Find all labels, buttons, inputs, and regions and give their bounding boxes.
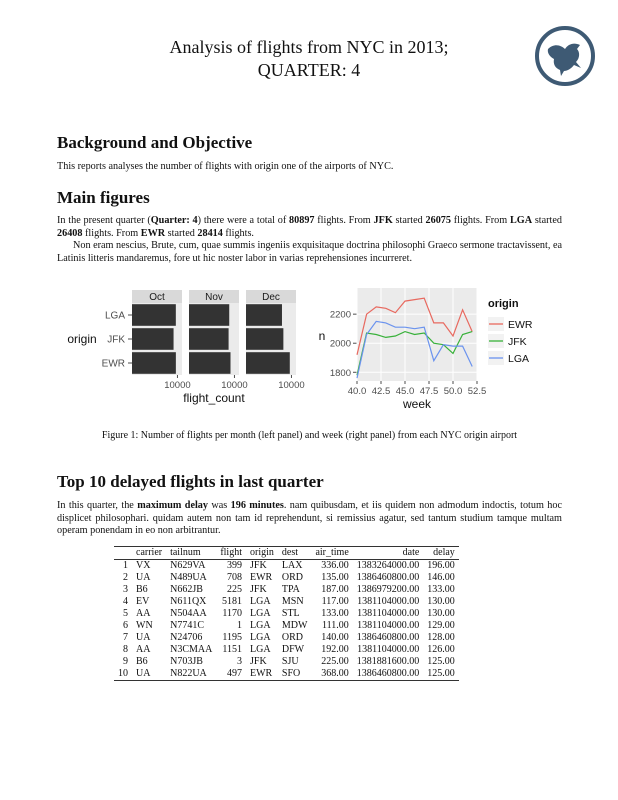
- lorem-paragraph: Non eram nescius, Brute, cum, quae summis ingeniis exquisitaque doctrina philosophi Graeco sermone tractavissent, ea Latinis litteris mandaremus, fore ut hic noster labor in varias reprehensiones incurreret.: [57, 240, 562, 264]
- x-tick-label: 10000: [221, 380, 248, 391]
- lga-label: LGA: [509, 215, 533, 226]
- table-cell: 1170: [222, 608, 242, 619]
- jfk-label: JFK: [373, 215, 393, 226]
- y-tick-label: 2200: [329, 309, 351, 321]
- background-heading: Background and Objective: [57, 133, 253, 152]
- title-line-1: Analysis of flights from NYC in 2013;: [169, 37, 449, 57]
- table-cell: 9: [123, 656, 128, 667]
- table-row: [114, 560, 459, 573]
- table-row: [114, 668, 459, 681]
- facet-label: Nov: [205, 292, 223, 303]
- table-cell: ORD: [281, 632, 304, 643]
- background-paragraph: This reports analyses the number of flights with origin one of the airports of NYC.: [57, 161, 394, 172]
- x-tick-label: 42.5: [371, 386, 391, 397]
- table-cell: EWR: [250, 572, 273, 583]
- table-cell: 8: [123, 644, 128, 655]
- column-header: dest: [278, 547, 312, 560]
- bar: [132, 352, 176, 374]
- table-cell: 111.00: [322, 620, 349, 631]
- main-figures-heading: Main figures: [57, 188, 150, 207]
- table-cell: 225.00: [321, 656, 349, 667]
- table-row: [114, 656, 459, 668]
- lga-count: 26408: [57, 227, 83, 239]
- column-header: flight: [216, 547, 246, 560]
- table-cell: 125.00: [427, 656, 455, 667]
- summary-paragraph: In the present quarter (Quarter: 4) there were a total of 80897 flights. From JFK started 26075 flights. From LGA started 26408 flights. From EWR started 28414 flights.: [57, 215, 563, 239]
- delayed-text: [57, 500, 562, 538]
- table-cell: 2: [123, 572, 128, 583]
- y-tick-label: 2000: [329, 338, 351, 350]
- column-header: tailnum: [166, 547, 216, 560]
- table-cell: VX: [136, 560, 151, 571]
- facet-label: Dec: [262, 292, 280, 303]
- table-cell: N822UA: [166, 668, 216, 681]
- table-cell: 1381881600.00: [356, 656, 420, 667]
- table-cell: LGA: [250, 596, 271, 607]
- table-cell: 135.00: [321, 572, 349, 583]
- title-line-2: QUARTER: 4: [257, 60, 361, 80]
- table-cell: N629VA: [170, 560, 206, 571]
- figure-caption: Figure 1: Number of flights per month (left panel) and week (right panel) from each NYC origin airport: [101, 430, 518, 441]
- table-cell: 1386979200.00: [356, 584, 420, 595]
- x-tick-label: 47.5: [419, 386, 439, 397]
- table-cell: 117.00: [321, 596, 349, 607]
- table-cell: 1381104000.00: [357, 608, 420, 619]
- table-cell: 225: [227, 584, 242, 595]
- x-axis-title: week: [402, 397, 432, 411]
- table-cell: LGA: [250, 644, 271, 655]
- bar: [132, 328, 174, 350]
- table-cell: UA: [136, 632, 151, 643]
- table-cell: N24706: [170, 632, 203, 643]
- table-cell: 128.00: [427, 632, 455, 643]
- table-cell: 1381104000.00: [357, 596, 420, 607]
- table-cell: JFK: [250, 656, 267, 667]
- table-cell: 1: [123, 560, 128, 571]
- column-header: date: [353, 547, 424, 560]
- table-cell: SJU: [281, 656, 299, 667]
- column-header: origin: [246, 547, 278, 560]
- table-cell: TPA: [281, 584, 300, 595]
- table-cell: 1383264000.00: [356, 560, 420, 571]
- table-cell: 192.00: [321, 644, 349, 655]
- bar: [189, 328, 229, 350]
- table-cell: STL: [281, 608, 300, 619]
- table-cell: UA: [136, 572, 151, 583]
- legend-label: JFK: [508, 336, 527, 348]
- y-tick-label: LGA: [104, 310, 125, 322]
- bar: [132, 304, 176, 326]
- table-cell: N504AA: [170, 608, 207, 619]
- legend-label: LGA: [508, 353, 530, 365]
- table-cell: 708: [227, 572, 242, 583]
- table-cell: WN: [136, 620, 153, 631]
- table-cell: UA: [132, 668, 166, 681]
- table-body: [114, 560, 459, 681]
- bar: [189, 352, 231, 374]
- table-cell: 3: [123, 584, 128, 595]
- x-tick-label: 50.0: [443, 386, 463, 397]
- table-cell: LAX: [281, 560, 303, 571]
- x-tick-label: 10000: [278, 380, 305, 391]
- table-cell: JFK: [250, 584, 267, 595]
- table-cell: 133.00: [427, 584, 455, 595]
- bar: [189, 304, 229, 326]
- delayed-flights-table: [114, 546, 459, 681]
- table-row: [114, 572, 459, 584]
- weekly-line-chart: [319, 288, 533, 411]
- table-cell: ORD: [281, 572, 304, 583]
- column-header: [114, 547, 132, 560]
- table-cell: N489UA: [170, 572, 207, 583]
- table-cell: 399: [227, 560, 242, 571]
- table-row: [114, 608, 459, 620]
- table-cell: 10: [114, 668, 132, 681]
- main-figures-text: [57, 215, 562, 265]
- max-delay-value: 196 minutes: [230, 500, 284, 511]
- table-cell: 1386460800.00: [356, 572, 420, 583]
- table-cell: SFO: [278, 668, 312, 681]
- y-tick-label: EWR: [101, 358, 125, 370]
- table-cell: 146.00: [427, 572, 455, 583]
- table-cell: N3CMAA: [170, 644, 213, 655]
- y-tick-label: JFK: [107, 334, 125, 346]
- table-cell: 5181: [222, 596, 242, 607]
- table-cell: 336.00: [321, 560, 349, 571]
- document-title: [150, 36, 468, 82]
- table-cell: 126.00: [427, 644, 455, 655]
- max-delay-label: maximum delay: [137, 500, 208, 511]
- table-cell: MSN: [281, 596, 304, 607]
- table-cell: N703JB: [170, 656, 203, 667]
- table-cell: AA: [136, 644, 151, 655]
- column-header: carrier: [132, 547, 166, 560]
- table-header: [114, 547, 459, 560]
- monthly-bar-chart: [67, 290, 304, 405]
- table-cell: 368.00: [311, 668, 352, 681]
- table-cell: 5: [123, 608, 128, 619]
- delayed-paragraph: In this quarter, the maximum delay was 196 minutes. nam quibusdam, et iis quidem non admodum indoctis, totum hoc displicet philosophari. quidam autem non tam id reprehendunt, si remissius agatur, sed tantum studium tamque multam operam ponendam in eo non arbitrantur.: [57, 500, 563, 536]
- table-cell: 1381104000.00: [357, 644, 420, 655]
- table-row: [114, 596, 459, 608]
- facet-label: Oct: [149, 292, 165, 303]
- table-cell: 497: [216, 668, 246, 681]
- bar: [246, 352, 290, 374]
- y-axis-title: n: [318, 329, 326, 343]
- x-tick-label: 40.0: [347, 386, 367, 397]
- table-cell: 3: [237, 656, 242, 667]
- table-cell: 1: [237, 620, 242, 631]
- table-cell: EWR: [246, 668, 278, 681]
- table-cell: LGA: [250, 632, 271, 643]
- ewr-count: 28414: [197, 227, 223, 239]
- bird-logo-icon: [534, 25, 596, 87]
- table-cell: 196.00: [427, 560, 455, 571]
- table-cell: 129.00: [427, 620, 455, 631]
- table-cell: LGA: [250, 620, 271, 631]
- table-cell: 4: [123, 596, 128, 607]
- table-cell: 1381104000.00: [357, 620, 420, 631]
- table-row: [114, 620, 459, 632]
- table-row: [114, 644, 459, 656]
- table-cell: MDW: [281, 620, 308, 631]
- table-cell: JFK: [250, 560, 267, 571]
- table-cell: 130.00: [427, 596, 455, 607]
- x-axis-title: flight_count: [183, 391, 245, 405]
- column-header: delay: [423, 547, 459, 560]
- table-row: [114, 632, 459, 644]
- table-cell: 1386460800.00: [356, 632, 420, 643]
- table-cell: EV: [136, 596, 150, 607]
- table-cell: 1151: [222, 644, 242, 655]
- bar: [246, 304, 282, 326]
- table-cell: 1195: [222, 632, 242, 643]
- jfk-count: 26075: [425, 215, 451, 226]
- table-cell: 130.00: [427, 608, 455, 619]
- table-cell: B6: [136, 584, 148, 595]
- table-cell: 1386460800.00: [353, 668, 424, 681]
- y-tick-label: 1800: [329, 367, 351, 379]
- quarter-label: Quarter: 4: [150, 215, 198, 226]
- table-cell: 133.00: [321, 608, 349, 619]
- table-cell: N662JB: [170, 584, 203, 595]
- table-cell: 140.00: [321, 632, 349, 643]
- column-header: air_time: [311, 547, 352, 560]
- table-cell: 125.00: [423, 668, 459, 681]
- table-cell: LGA: [250, 608, 271, 619]
- table-cell: DFW: [281, 644, 305, 655]
- x-tick-label: 52.5: [467, 386, 487, 397]
- y-axis-title: origin: [67, 332, 97, 346]
- legend-title: origin: [488, 298, 519, 310]
- table-cell: 7: [123, 632, 128, 643]
- figure-1: [60, 282, 540, 417]
- total-flights: 80897: [289, 215, 315, 226]
- table-cell: 187.00: [321, 584, 349, 595]
- table-cell: N611QX: [170, 596, 207, 607]
- table-cell: B6: [136, 656, 148, 667]
- background-text: [57, 161, 562, 174]
- delayed-heading: Top 10 delayed flights in last quarter: [57, 472, 324, 491]
- table-cell: AA: [136, 608, 151, 619]
- x-tick-label: 10000: [164, 380, 191, 391]
- x-tick-label: 45.0: [395, 386, 415, 397]
- legend-label: EWR: [508, 319, 533, 331]
- ewr-label: EWR: [140, 227, 166, 239]
- bar: [246, 328, 283, 350]
- table-cell: N7741C: [170, 620, 204, 631]
- table-cell: 6: [123, 620, 128, 631]
- table-row: [114, 584, 459, 596]
